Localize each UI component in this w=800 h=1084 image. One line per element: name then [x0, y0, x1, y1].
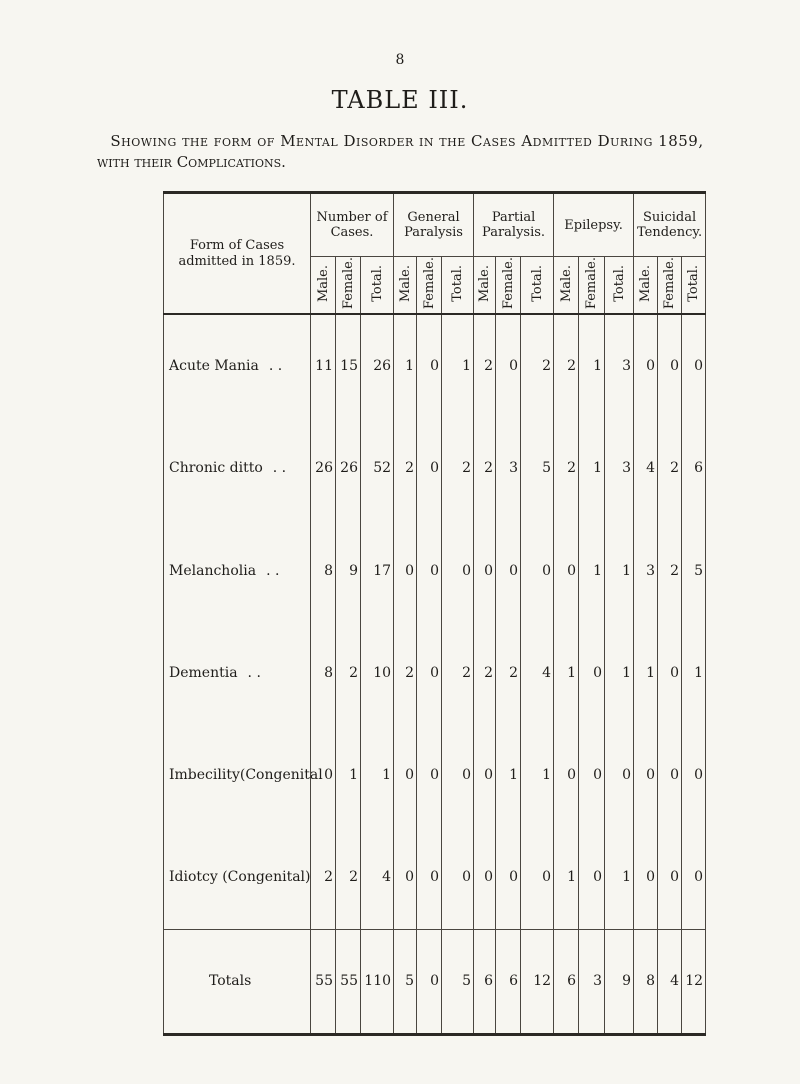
- totals-cell: 6: [474, 929, 496, 1035]
- table-cell: 0: [417, 622, 442, 724]
- table-body: [164, 314, 706, 1034]
- table-cell: 0: [442, 520, 474, 622]
- table-cell: 2: [554, 314, 579, 417]
- subheader-label: Female.: [584, 257, 600, 310]
- subheader-label: Total.: [611, 264, 627, 302]
- table-cell: 0: [634, 314, 658, 417]
- table-cell: 2: [658, 417, 682, 519]
- row-label-text: Dementia: [169, 664, 238, 681]
- row-label: [164, 724, 323, 826]
- table-cell: 2: [658, 520, 682, 622]
- table-cell: 2: [474, 622, 496, 724]
- table-cell: 0: [682, 314, 706, 417]
- subheader-cell: [474, 257, 496, 315]
- table-cell: 1: [579, 314, 605, 417]
- row-label-text: Idiotcy (Congenital): [169, 869, 311, 886]
- table-cell: 1: [554, 622, 579, 724]
- totals-row: [164, 929, 706, 1035]
- table-cell: 0: [394, 826, 417, 929]
- table-cell: 3: [605, 314, 634, 417]
- subheader-label: Male.: [397, 264, 413, 302]
- table-cell: 0: [474, 724, 496, 826]
- row-label-text: Acute Mania: [169, 358, 259, 375]
- subheader-label: Female.: [500, 257, 516, 310]
- table-cell: 2: [554, 417, 579, 519]
- table-cell: 2: [442, 622, 474, 724]
- table-cell: 2: [442, 417, 474, 519]
- mental-disorder-table: [163, 191, 706, 1036]
- row-label-text: Melancholia: [169, 562, 257, 579]
- subheader-cell: [394, 257, 417, 315]
- subheader-cell: [311, 257, 336, 315]
- totals-cell: 55: [336, 929, 361, 1035]
- subheader-label: Male.: [558, 264, 574, 302]
- subheader-label: Male.: [638, 264, 654, 302]
- table-cell: 0: [634, 826, 658, 929]
- row-label: [164, 826, 311, 929]
- table-cell: 2: [394, 622, 417, 724]
- totals-label: Totals: [164, 929, 311, 1035]
- table-cell: 9: [336, 520, 361, 622]
- table-cell: 0: [394, 724, 417, 826]
- table-cell: 0: [605, 724, 634, 826]
- table-cell: 3: [634, 520, 658, 622]
- subheader-cell: [634, 257, 658, 315]
- table-cell: 1: [554, 826, 579, 929]
- table-cell: 1: [682, 622, 706, 724]
- table-cell: 1: [521, 724, 554, 826]
- table-cell: 4: [361, 826, 394, 929]
- subheader-cell: [521, 257, 554, 315]
- table-cell: 0: [417, 520, 442, 622]
- subheader-label: Male.: [477, 264, 493, 302]
- subheader-label: Female.: [340, 257, 356, 310]
- row-leader: . .: [247, 664, 261, 681]
- table-cell: 0: [496, 314, 521, 417]
- totals-cell: 110: [361, 929, 394, 1035]
- row-leader: . .: [272, 460, 287, 477]
- row-label: [164, 314, 311, 417]
- table-cell: 0: [417, 314, 442, 417]
- totals-cell: 6: [554, 929, 579, 1035]
- table-cell: 1: [442, 314, 474, 417]
- table-cell: 0: [554, 724, 579, 826]
- totals-cell: 4: [658, 929, 682, 1035]
- table-cell: 0: [394, 520, 417, 622]
- subheader-cell: [496, 257, 521, 315]
- subheader-label: Total.: [450, 264, 466, 302]
- caption-line-2: with their Complications.: [97, 153, 286, 171]
- table-cell: 0: [579, 724, 605, 826]
- table-cell: 2: [474, 417, 496, 519]
- table-cell: 4: [634, 417, 658, 519]
- table-cell: 2: [336, 622, 361, 724]
- totals-cell: 6: [496, 929, 521, 1035]
- totals-cell: 3: [579, 929, 605, 1035]
- subheader-label: Total.: [529, 264, 545, 302]
- table-cell: 26: [336, 417, 361, 519]
- table-cell: 8: [311, 520, 336, 622]
- table-cell: 0: [682, 826, 706, 929]
- table-cell: 0: [658, 622, 682, 724]
- row-label: [164, 520, 311, 622]
- subheader-cell: [442, 257, 474, 315]
- table-cell: 1: [496, 724, 521, 826]
- table-cell: 3: [496, 417, 521, 519]
- form-header: Form of Cases admitted in 1859.: [164, 193, 311, 315]
- page-number: 8: [395, 52, 405, 68]
- table-cell: 1: [361, 724, 394, 826]
- table-cell: 1: [605, 622, 634, 724]
- table-cell: 0: [521, 520, 554, 622]
- table-cell: 26: [311, 417, 336, 519]
- table-cell: 6: [682, 417, 706, 519]
- table-cell: 1: [394, 314, 417, 417]
- table-cell: 11: [311, 314, 336, 417]
- table-cell: 4: [521, 622, 554, 724]
- row-label-text: Imbecility(Congenital: [169, 767, 323, 784]
- totals-cell: 55: [311, 929, 336, 1035]
- table-row: [164, 622, 706, 724]
- table-cell: 0: [417, 417, 442, 519]
- table-cell: 2: [496, 622, 521, 724]
- table-cell: 10: [361, 622, 394, 724]
- table-cell: 15: [336, 314, 361, 417]
- table-cell: 5: [521, 417, 554, 519]
- table-cell: 5: [682, 520, 706, 622]
- table-cell: 0: [658, 826, 682, 929]
- group-header: Suicidal Tendency.: [634, 193, 706, 257]
- table-cell: 2: [311, 826, 336, 929]
- totals-cell: 12: [521, 929, 554, 1035]
- row-label: [164, 417, 311, 519]
- table-row: [164, 417, 706, 519]
- table-cell: 0: [579, 622, 605, 724]
- subheader-label: Total.: [369, 264, 385, 302]
- table-cell: 2: [394, 417, 417, 519]
- caption-line-1: Showing the form of Mental Disorder in the Cases Admitted During 1859,: [110, 132, 704, 150]
- row-label-text: Chronic ditto: [169, 460, 263, 477]
- totals-cell: 8: [634, 929, 658, 1035]
- table-cell: 0: [417, 826, 442, 929]
- totals-cell: 5: [442, 929, 474, 1035]
- table-cell: 8: [311, 622, 336, 724]
- group-header: Epilepsy.: [554, 193, 634, 257]
- totals-cell: 0: [417, 929, 442, 1035]
- group-header: Number of Cases.: [311, 193, 394, 257]
- group-header: General Paralysis: [394, 193, 474, 257]
- table-row: [164, 826, 706, 929]
- table-cell: 1: [336, 724, 361, 826]
- table-cell: 1: [634, 622, 658, 724]
- table-cell: 3: [605, 417, 634, 519]
- row-label: [164, 622, 311, 724]
- table-cell: 1: [579, 417, 605, 519]
- subheader-cell: [658, 257, 682, 315]
- subheader-label: Female.: [662, 257, 678, 310]
- subheader-cell: [361, 257, 394, 315]
- table-title: TABLE III.: [331, 86, 469, 114]
- table-cell: 1: [605, 520, 634, 622]
- table-cell: 2: [336, 826, 361, 929]
- totals-cell: 12: [682, 929, 706, 1035]
- table-cell: 0: [496, 520, 521, 622]
- subheader-cell: [417, 257, 442, 315]
- table-cell: 0: [554, 520, 579, 622]
- table-cell: 0: [658, 724, 682, 826]
- table-cell: 1: [605, 826, 634, 929]
- table-cell: 0: [442, 724, 474, 826]
- table-cell: 0: [417, 724, 442, 826]
- row-leader: . .: [266, 562, 280, 579]
- subheader-label: Total.: [686, 264, 702, 302]
- subheader-cell: [605, 257, 634, 315]
- table-row: [164, 314, 706, 417]
- table-cell: 0: [474, 826, 496, 929]
- table-caption: [97, 131, 717, 173]
- row-leader: . .: [268, 358, 283, 375]
- totals-cell: 5: [394, 929, 417, 1035]
- subheader-cell: [682, 257, 706, 315]
- table-cell: 0: [496, 826, 521, 929]
- subheader-label: Male.: [315, 264, 331, 302]
- table-cell: 0: [311, 724, 336, 826]
- table-cell: 26: [361, 314, 394, 417]
- table-cell: 0: [521, 826, 554, 929]
- subheader-cell: [579, 257, 605, 315]
- table-cell: 52: [361, 417, 394, 519]
- table-cell: 2: [474, 314, 496, 417]
- subheader-label: Female.: [421, 257, 437, 310]
- table-cell: 0: [442, 826, 474, 929]
- group-header: Partial Paralysis.: [474, 193, 554, 257]
- subheader-cell: [554, 257, 579, 315]
- table-row: [164, 520, 706, 622]
- totals-cell: 9: [605, 929, 634, 1035]
- table-row: [164, 724, 706, 826]
- table-cell: 2: [521, 314, 554, 417]
- subheader-cell: [336, 257, 361, 315]
- table-cell: 0: [682, 724, 706, 826]
- table-cell: 0: [579, 826, 605, 929]
- table-cell: 17: [361, 520, 394, 622]
- table-cell: 0: [474, 520, 496, 622]
- table-cell: 0: [658, 314, 682, 417]
- table-cell: 0: [634, 724, 658, 826]
- table-cell: 1: [579, 520, 605, 622]
